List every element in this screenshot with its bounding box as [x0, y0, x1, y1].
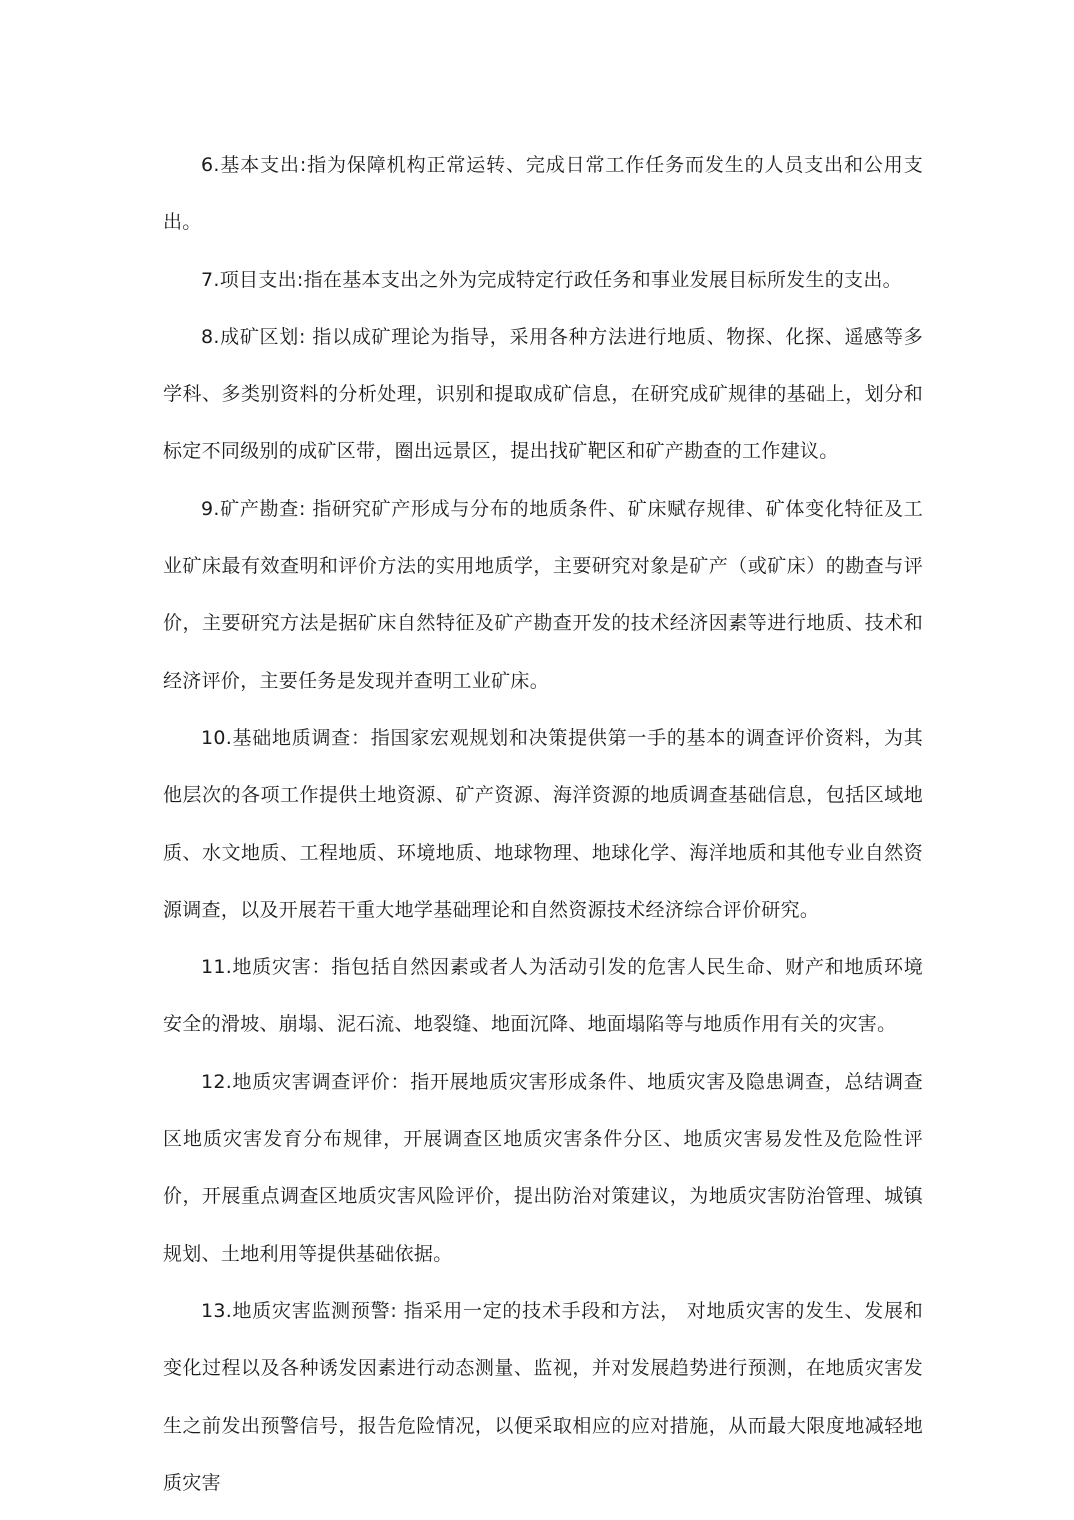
paragraph-hazard-monitoring-warning: 13.地质灾害监测预警: 指采用一定的技术手段和方法， 对地质灾害的发生、发展和变化过程以及各种诱发因素进行动态测量、监视，并对发展趋势进行预测，在地质灾害发生之前发出预警信号，报告危险情况，以便采取相应的应对措施，从而最大限度地减轻地质灾害 — [163, 1299, 923, 1494]
paragraph-project-expenditure: 7.项目支出:指在基本支出之外为完成特定行政任务和事业发展目标所发生的支出。 — [201, 268, 902, 291]
document-page — [163, 137, 923, 1512]
paragraph-hazard-survey-evaluation: 12.地质灾害调查评价：指开展地质灾害形成条件、地质灾害及隐患调查，总结调查区地质灾害发育分布规律，开展调查区地质灾害条件分区、地质灾害易发性及危险性评价，开展重点调查区地质灾害风险评价，提出防治对策建议，为地质灾害防治管理、城镇规划、土地利用等提供基础依据。 — [163, 1070, 923, 1265]
paragraph-geological-hazard: 11.地质灾害：指包括自然因素或者人为活动引发的危害人民生命、财产和地质环境安全的滑坡、崩塌、泥石流、地裂缝、地面沉降、地面塌陷等与地质作用有关的灾害。 — [163, 956, 923, 1036]
paragraph-basic-geological-survey: 10.基础地质调查：指国家宏观规划和决策提供第一手的基本的调查评价资料，为其他层次的各项工作提供土地资源、矿产资源、海洋资源的地质调查基础信息，包括区域地质、水文地质、工程地质、环境地质、地球物理、地球化学、海洋地质和其他专业自然资源调查，以及开展若干重大地学基础理论和自然资源技术经济综合评价研究。 — [163, 726, 923, 921]
paragraph-mineral-exploration: 9.矿产勘查: 指研究矿产形成与分布的地质条件、矿床赋存规律、矿体变化特征及工业矿床最有效查明和评价方法的实用地质学，主要研究对象是矿产（或矿床）的勘查与评价，主要研究方法是据矿床自然特征及矿产勘查开发的技术经济因素等进行地质、技术和经济评价，主要任务是发现并查明工业矿床。 — [163, 497, 923, 692]
paragraph-metallogenic-zoning: 8.成矿区划: 指以成矿理论为指导，采用各种方法进行地质、物探、化探、遥感等多学科、多类别资料的分析处理，识别和提取成矿信息，在研究成矿规律的基础上，划分和标定不同级别的成矿区带，圈出远景区，提出找矿靶区和矿产勘查的工作建议。 — [163, 325, 923, 463]
paragraph-basic-expenditure: 6.基本支出:指为保障机构正常运转、完成日常工作任务而发生的人员支出和公用支出。 — [163, 154, 923, 234]
